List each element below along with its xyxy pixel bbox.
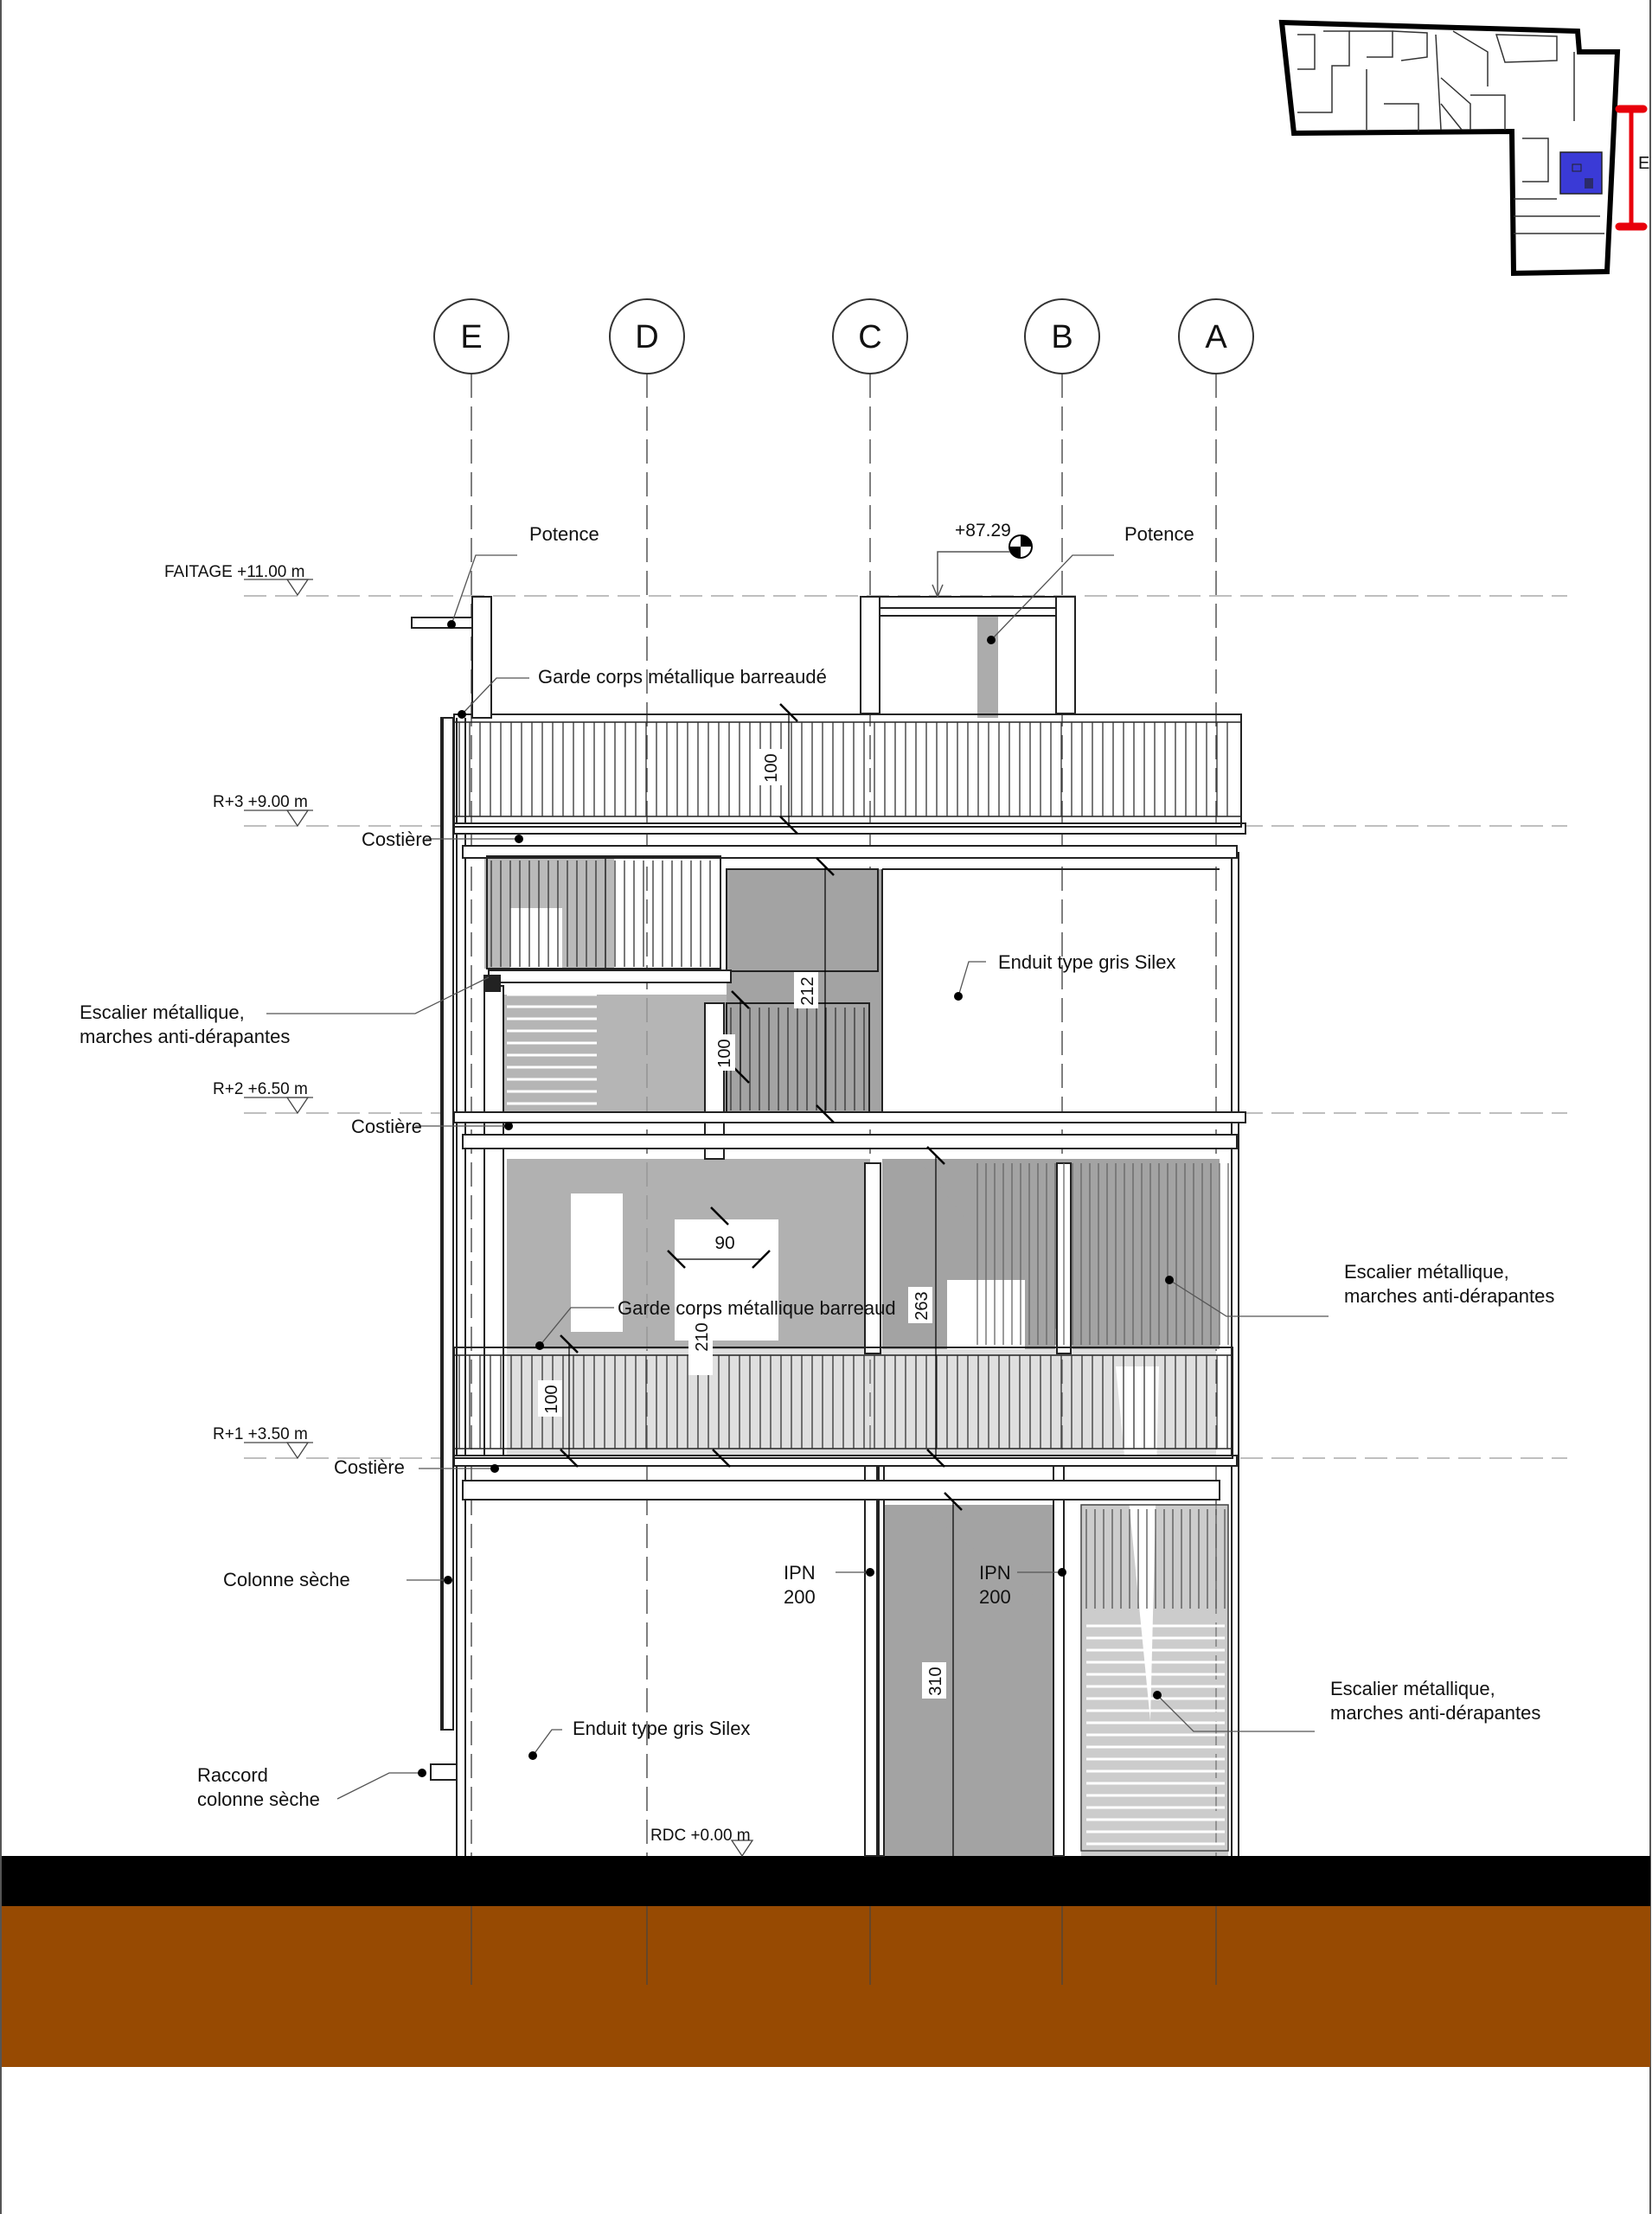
level-faitage: FAITAGE +11.00 m: [164, 563, 305, 581]
grid-bubbles: [434, 299, 1253, 374]
label-enduit-upper: Enduit type gris Silex: [998, 951, 1176, 973]
label-costiere-r1: Costière: [334, 1456, 405, 1478]
grid-label-a: A: [1205, 319, 1227, 355]
label-ipn-left-1: IPN: [784, 1562, 816, 1584]
label-ipn-right-1: IPN: [979, 1562, 1011, 1584]
label-escalier-right2-1: Escalier métallique,: [1330, 1678, 1495, 1699]
label-costiere-r3: Costière: [362, 829, 432, 850]
label-escalier-right1-1: Escalier métallique,: [1344, 1261, 1509, 1283]
label-garde-corps-top: Garde corps métallique barreaudé: [538, 666, 827, 688]
key-plan-highlight: [1560, 152, 1602, 194]
label-potence-right: Potence: [1124, 523, 1194, 545]
label-enduit-lower: Enduit type gris Silex: [573, 1718, 751, 1739]
grid-label-d: D: [635, 319, 659, 355]
grid-label-c: C: [858, 319, 882, 355]
label-escalier-right1-2: marches anti-dérapantes: [1344, 1285, 1555, 1307]
label-ipn-left-2: 200: [784, 1586, 816, 1608]
level-rdc: RDC +0.00 m: [650, 1827, 751, 1845]
label-potence-left: Potence: [529, 523, 599, 545]
soil-layer: [2, 1906, 1650, 2067]
dim-263: 263: [912, 1291, 932, 1321]
potence-left: [412, 597, 491, 718]
dim-100-r1: 100: [542, 1385, 561, 1414]
section-marker-label: E: [1638, 154, 1650, 173]
dry-riser: [431, 718, 457, 1780]
dim-210: 210: [693, 1322, 712, 1352]
level-r3: R+3 +9.00 m: [213, 793, 308, 811]
label-ipn-right-2: 200: [979, 1586, 1011, 1608]
label-escalier-left-1: Escalier métallique,: [80, 1001, 245, 1023]
key-plan: [1282, 22, 1649, 273]
level-r2: R+2 +6.50 m: [213, 1080, 308, 1098]
label-escalier-right2-2: marches anti-dérapantes: [1330, 1702, 1541, 1724]
level-r1: R+1 +3.50 m: [213, 1425, 308, 1443]
label-costiere-r2: Costière: [351, 1116, 422, 1137]
dim-90: 90: [714, 1233, 735, 1253]
dim-100-top: 100: [762, 753, 781, 783]
spot-elevation: [932, 521, 1032, 597]
grid-label-b: B: [1051, 319, 1073, 355]
dim-310: 310: [926, 1667, 945, 1696]
spot-elevation-value: +87.29: [955, 521, 1011, 541]
label-raccord-2: colonne sèche: [197, 1788, 320, 1810]
label-escalier-left-2: marches anti-dérapantes: [80, 1026, 291, 1047]
grid-label-e: E: [460, 319, 483, 355]
ground-slab: [2, 1856, 1650, 1906]
dim-212: 212: [798, 976, 817, 1006]
label-raccord-1: Raccord: [197, 1764, 268, 1786]
label-garde-corps-mid: Garde corps métallique barreaud: [618, 1297, 896, 1319]
label-colonne-seche: Colonne sèche: [223, 1569, 350, 1590]
dim-100-r2: 100: [715, 1039, 734, 1068]
railing-r3: [0, 0, 1241, 827]
key-plan-outline: [1282, 22, 1617, 273]
